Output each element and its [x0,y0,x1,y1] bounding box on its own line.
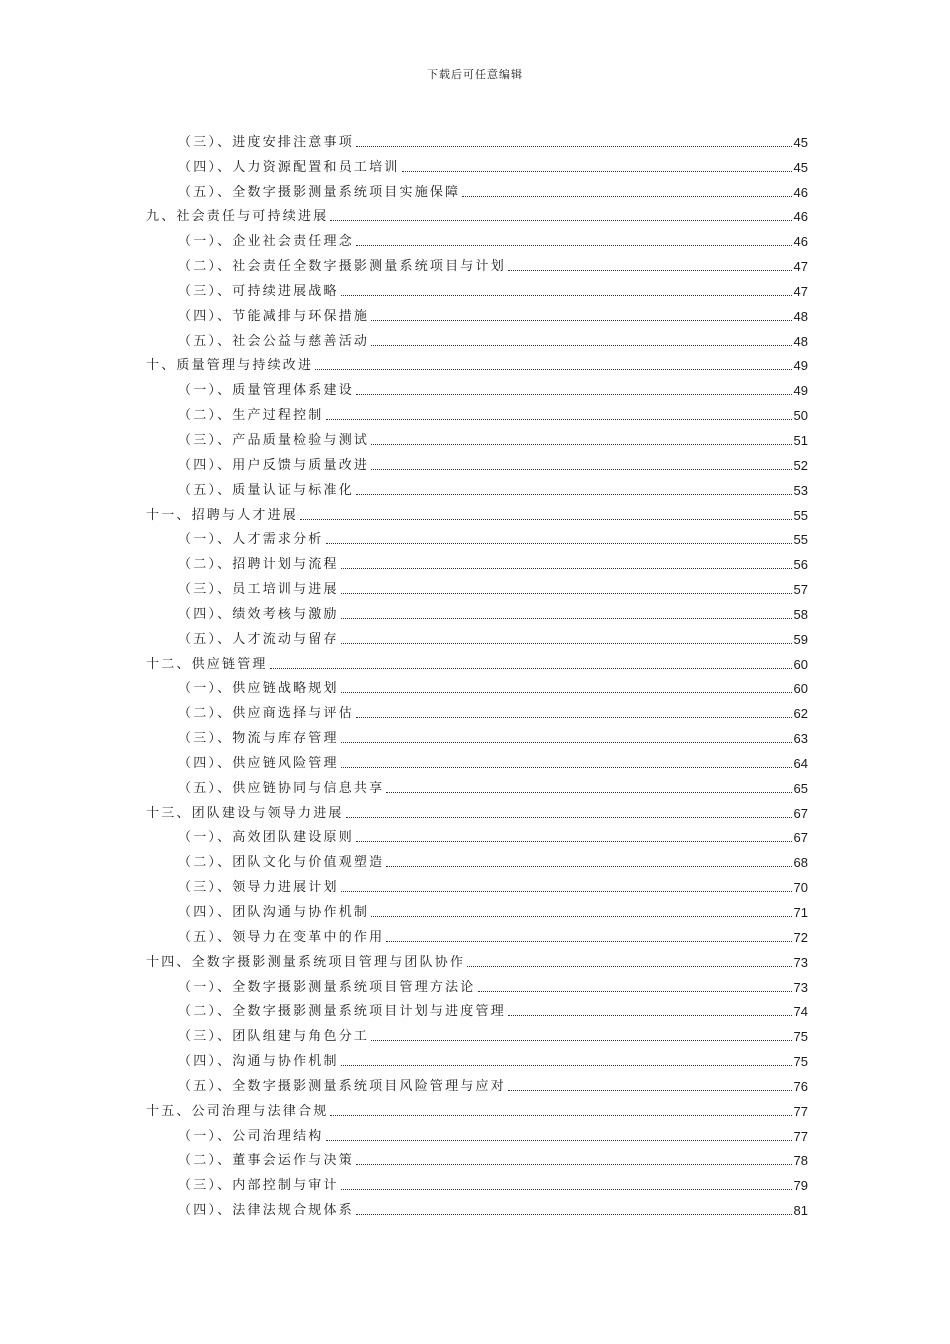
toc-entry-title: （四）、节能减排与环保措施 [178,308,370,324]
toc-dot-leader [341,692,792,693]
toc-entry-title: （一）、供应链战略规划 [178,681,339,697]
toc-chapter-entry[interactable] [146,946,808,971]
toc-section-entry[interactable] [146,300,808,325]
toc-dot-leader [326,1140,792,1141]
toc-dot-leader [356,394,792,395]
toc-section-entry[interactable] [146,126,808,151]
toc-entry-title: （一）、企业社会责任理念 [178,234,354,250]
toc-section-entry[interactable] [146,921,808,946]
toc-section-entry[interactable] [146,374,808,399]
toc-chapter-entry[interactable] [146,201,808,226]
toc-page-number: 60 [793,681,808,697]
toc-dot-leader [300,519,792,520]
toc-entry-title: （一）、高效团队建设原则 [178,830,354,846]
toc-dot-leader [341,593,792,594]
toc-page-number: 77 [793,1128,808,1144]
toc-dot-leader [330,220,791,221]
toc-section-entry[interactable] [146,1070,808,1095]
table-of-contents [146,126,808,1219]
toc-entry-title: 十、质量管理与持续改进 [146,358,314,374]
toc-entry-title: （三）、领导力进展计划 [178,880,339,896]
toc-chapter-entry[interactable] [146,1095,808,1120]
toc-dot-leader [371,345,791,346]
toc-dot-leader [326,543,792,544]
toc-entry-title: 十一、招聘与人才进展 [146,507,299,523]
toc-section-entry[interactable] [146,722,808,747]
toc-entry-title: （二）、团队文化与价值观塑造 [178,855,385,871]
toc-dot-leader [326,419,792,420]
toc-section-entry[interactable] [146,325,808,350]
toc-page-number: 67 [793,805,808,821]
toc-page-number: 56 [793,557,808,573]
toc-page-number: 48 [793,308,808,324]
toc-dot-leader [508,270,792,271]
toc-dot-leader [315,369,791,370]
toc-page-number: 75 [793,1029,808,1045]
toc-entry-title: （三）、进度安排注意事项 [178,134,354,150]
toc-entry-title: （三）、物流与库存管理 [178,731,339,747]
toc-entry-title: （一）、人才需求分析 [178,532,324,548]
toc-section-entry[interactable] [146,1020,808,1045]
toc-section-entry[interactable] [146,548,808,573]
toc-dot-leader [371,320,791,321]
toc-entry-title: （一）、质量管理体系建设 [178,383,354,399]
toc-section-entry[interactable] [146,573,808,598]
toc-dot-leader [356,1214,792,1215]
toc-entry-title: （三）、内部控制与审计 [178,1178,339,1194]
toc-page-number: 81 [793,1203,808,1219]
toc-section-entry[interactable] [146,1169,808,1194]
toc-entry-title: （四）、人力资源配置和员工培训 [178,159,400,175]
toc-dot-leader [341,295,792,296]
toc-page-number: 64 [793,755,808,771]
toc-entry-title: （二）、供应商选择与评估 [178,706,354,722]
toc-dot-leader [467,966,791,967]
toc-entry-title: （二）、生产过程控制 [178,408,324,424]
toc-page-number: 71 [793,905,808,920]
toc-page-number: 45 [793,159,808,175]
toc-entry-title: （五）、全数字摄影测量系统项目实施保障 [178,184,461,200]
toc-page-number: 68 [793,855,808,871]
toc-section-entry[interactable] [146,697,808,722]
toc-page-number: 76 [793,1078,808,1094]
toc-entry-title: （三）、产品质量检验与测试 [178,432,370,448]
toc-entry-title: （二）、社会责任全数字摄影测量系统项目与计划 [178,259,506,275]
toc-section-entry[interactable] [146,772,808,797]
toc-section-entry[interactable] [146,151,808,176]
toc-section-entry[interactable] [146,1194,808,1219]
toc-entry-title: 十五、公司治理与法律合规 [146,1103,329,1119]
toc-entry-title: （二）、全数字摄影测量系统项目计划与进度管理 [178,1004,506,1020]
toc-page-number: 53 [793,482,808,498]
toc-dot-leader [341,643,792,644]
toc-section-entry[interactable] [146,1045,808,1070]
toc-page-number: 73 [793,954,808,970]
page-header: 下载后可任意编辑 [427,68,523,81]
toc-dot-leader [386,866,791,867]
toc-section-entry[interactable] [146,1120,808,1145]
toc-page-number: 47 [793,283,808,299]
toc-page-number: 78 [793,1153,808,1169]
toc-entry-title: （五）、全数字摄影测量系统项目风险管理与应对 [178,1078,506,1094]
toc-entry-title: （五）、人才流动与留存 [178,631,339,647]
toc-page-number: 47 [793,259,808,275]
toc-entry-title: （二）、招聘计划与流程 [178,557,339,573]
toc-entry-title: （四）、团队沟通与协作机制 [178,905,370,920]
toc-section-entry[interactable] [146,399,808,424]
toc-section-entry[interactable] [146,747,808,772]
toc-section-entry[interactable] [146,275,808,300]
toc-section-entry[interactable] [146,673,808,698]
toc-dot-leader [402,171,792,172]
toc-chapter-entry[interactable] [146,499,808,524]
toc-dot-leader [356,717,792,718]
toc-section-entry[interactable] [146,524,808,549]
toc-page-number: 62 [793,706,808,722]
toc-entry-title: （三）、员工培训与进展 [178,582,339,598]
toc-page-number: 67 [793,830,808,846]
toc-dot-leader [371,469,791,470]
toc-section-entry[interactable] [146,1145,808,1170]
toc-section-entry[interactable] [146,250,808,275]
toc-section-entry[interactable] [146,846,808,871]
toc-entry-title: （三）、可持续进展战略 [178,283,339,299]
toc-page-number: 50 [793,408,808,424]
toc-page-number: 51 [793,432,808,448]
toc-page-number: 49 [793,358,808,374]
toc-page-number: 63 [793,731,808,747]
toc-page-number: 46 [793,184,808,200]
toc-page-number: 55 [793,532,808,548]
toc-page-number: 52 [793,457,808,473]
toc-entry-title: （四）、沟通与协作机制 [178,1054,339,1070]
toc-chapter-entry[interactable] [146,648,808,673]
toc-entry-title: （四）、供应链风险管理 [178,755,339,771]
toc-page-number: 79 [793,1178,808,1194]
toc-entry-title: （一）、全数字摄影测量系统项目管理方法论 [178,979,476,995]
toc-dot-leader [356,1164,792,1165]
toc-dot-leader [330,1115,791,1116]
toc-entry-title: 十三、团队建设与领导力进展 [146,805,344,821]
toc-page-number: 74 [793,1004,808,1020]
toc-page-number: 45 [793,134,808,150]
toc-page-number: 57 [793,582,808,598]
toc-entry-title: （五）、质量认证与标准化 [178,482,354,498]
toc-page-number: 46 [793,234,808,250]
toc-dot-leader [270,668,792,669]
toc-section-entry[interactable] [146,424,808,449]
toc-entry-title: 九、社会责任与可持续进展 [146,209,329,225]
toc-dot-leader [386,941,791,942]
toc-dot-leader [356,245,792,246]
toc-dot-leader [341,1065,792,1066]
toc-dot-leader [356,841,792,842]
toc-entry-title: 十二、供应链管理 [146,656,268,672]
toc-dot-leader [371,916,791,917]
toc-entry-title: （二）、董事会运作与决策 [178,1153,354,1169]
toc-section-entry[interactable] [146,176,808,201]
toc-section-entry[interactable] [146,449,808,474]
toc-section-entry[interactable] [146,225,808,250]
toc-page-number: 72 [793,929,808,945]
toc-entry-title: （五）、领导力在变革中的作用 [178,929,385,945]
toc-section-entry[interactable] [146,598,808,623]
toc-page-number: 58 [793,606,808,622]
toc-page-number: 48 [793,333,808,349]
toc-page-number: 73 [793,979,808,995]
toc-page-number: 60 [793,656,808,672]
toc-page-number: 75 [793,1054,808,1070]
toc-page-number: 46 [793,209,808,225]
toc-dot-leader [508,1015,792,1016]
toc-page-number: 70 [793,880,808,896]
toc-dot-leader [371,1040,791,1041]
toc-dot-leader [341,767,792,768]
toc-section-entry[interactable] [146,822,808,847]
toc-dot-leader [478,991,792,992]
toc-section-entry[interactable] [146,971,808,996]
toc-entry-title: （四）、绩效考核与激励 [178,606,339,622]
toc-dot-leader [346,817,792,818]
toc-entry-title: （四）、法律法规合规体系 [178,1203,354,1219]
toc-dot-leader [341,618,792,619]
toc-page-number: 55 [793,507,808,523]
toc-dot-leader [341,891,792,892]
toc-page-number: 65 [793,780,808,796]
toc-dot-leader [341,742,792,743]
toc-chapter-entry[interactable] [146,350,808,375]
toc-page-number: 59 [793,631,808,647]
toc-entry-title: （三）、团队组建与角色分工 [178,1029,370,1045]
toc-dot-leader [386,792,791,793]
toc-chapter-entry[interactable] [146,797,808,822]
toc-section-entry[interactable] [146,623,808,648]
toc-dot-leader [341,568,792,569]
toc-entry-title: （四）、用户反馈与质量改进 [178,457,370,473]
toc-dot-leader [371,444,791,445]
toc-entry-title: （一）、公司治理结构 [178,1128,324,1144]
toc-page-number: 49 [793,383,808,399]
toc-section-entry[interactable] [146,996,808,1021]
toc-dot-leader [508,1090,792,1091]
toc-dot-leader [341,1189,792,1190]
toc-section-entry[interactable] [146,474,808,499]
toc-dot-leader [356,146,792,147]
toc-entry-title: （五）、社会公益与慈善活动 [178,333,370,349]
toc-entry-title: 十四、全数字摄影测量系统项目管理与团队协作 [146,954,466,970]
toc-section-entry[interactable] [146,896,808,921]
toc-entry-title: （五）、供应链协同与信息共享 [178,780,385,796]
toc-dot-leader [356,494,792,495]
toc-section-entry[interactable] [146,871,808,896]
toc-dot-leader [462,196,791,197]
toc-page-number: 77 [793,1103,808,1119]
